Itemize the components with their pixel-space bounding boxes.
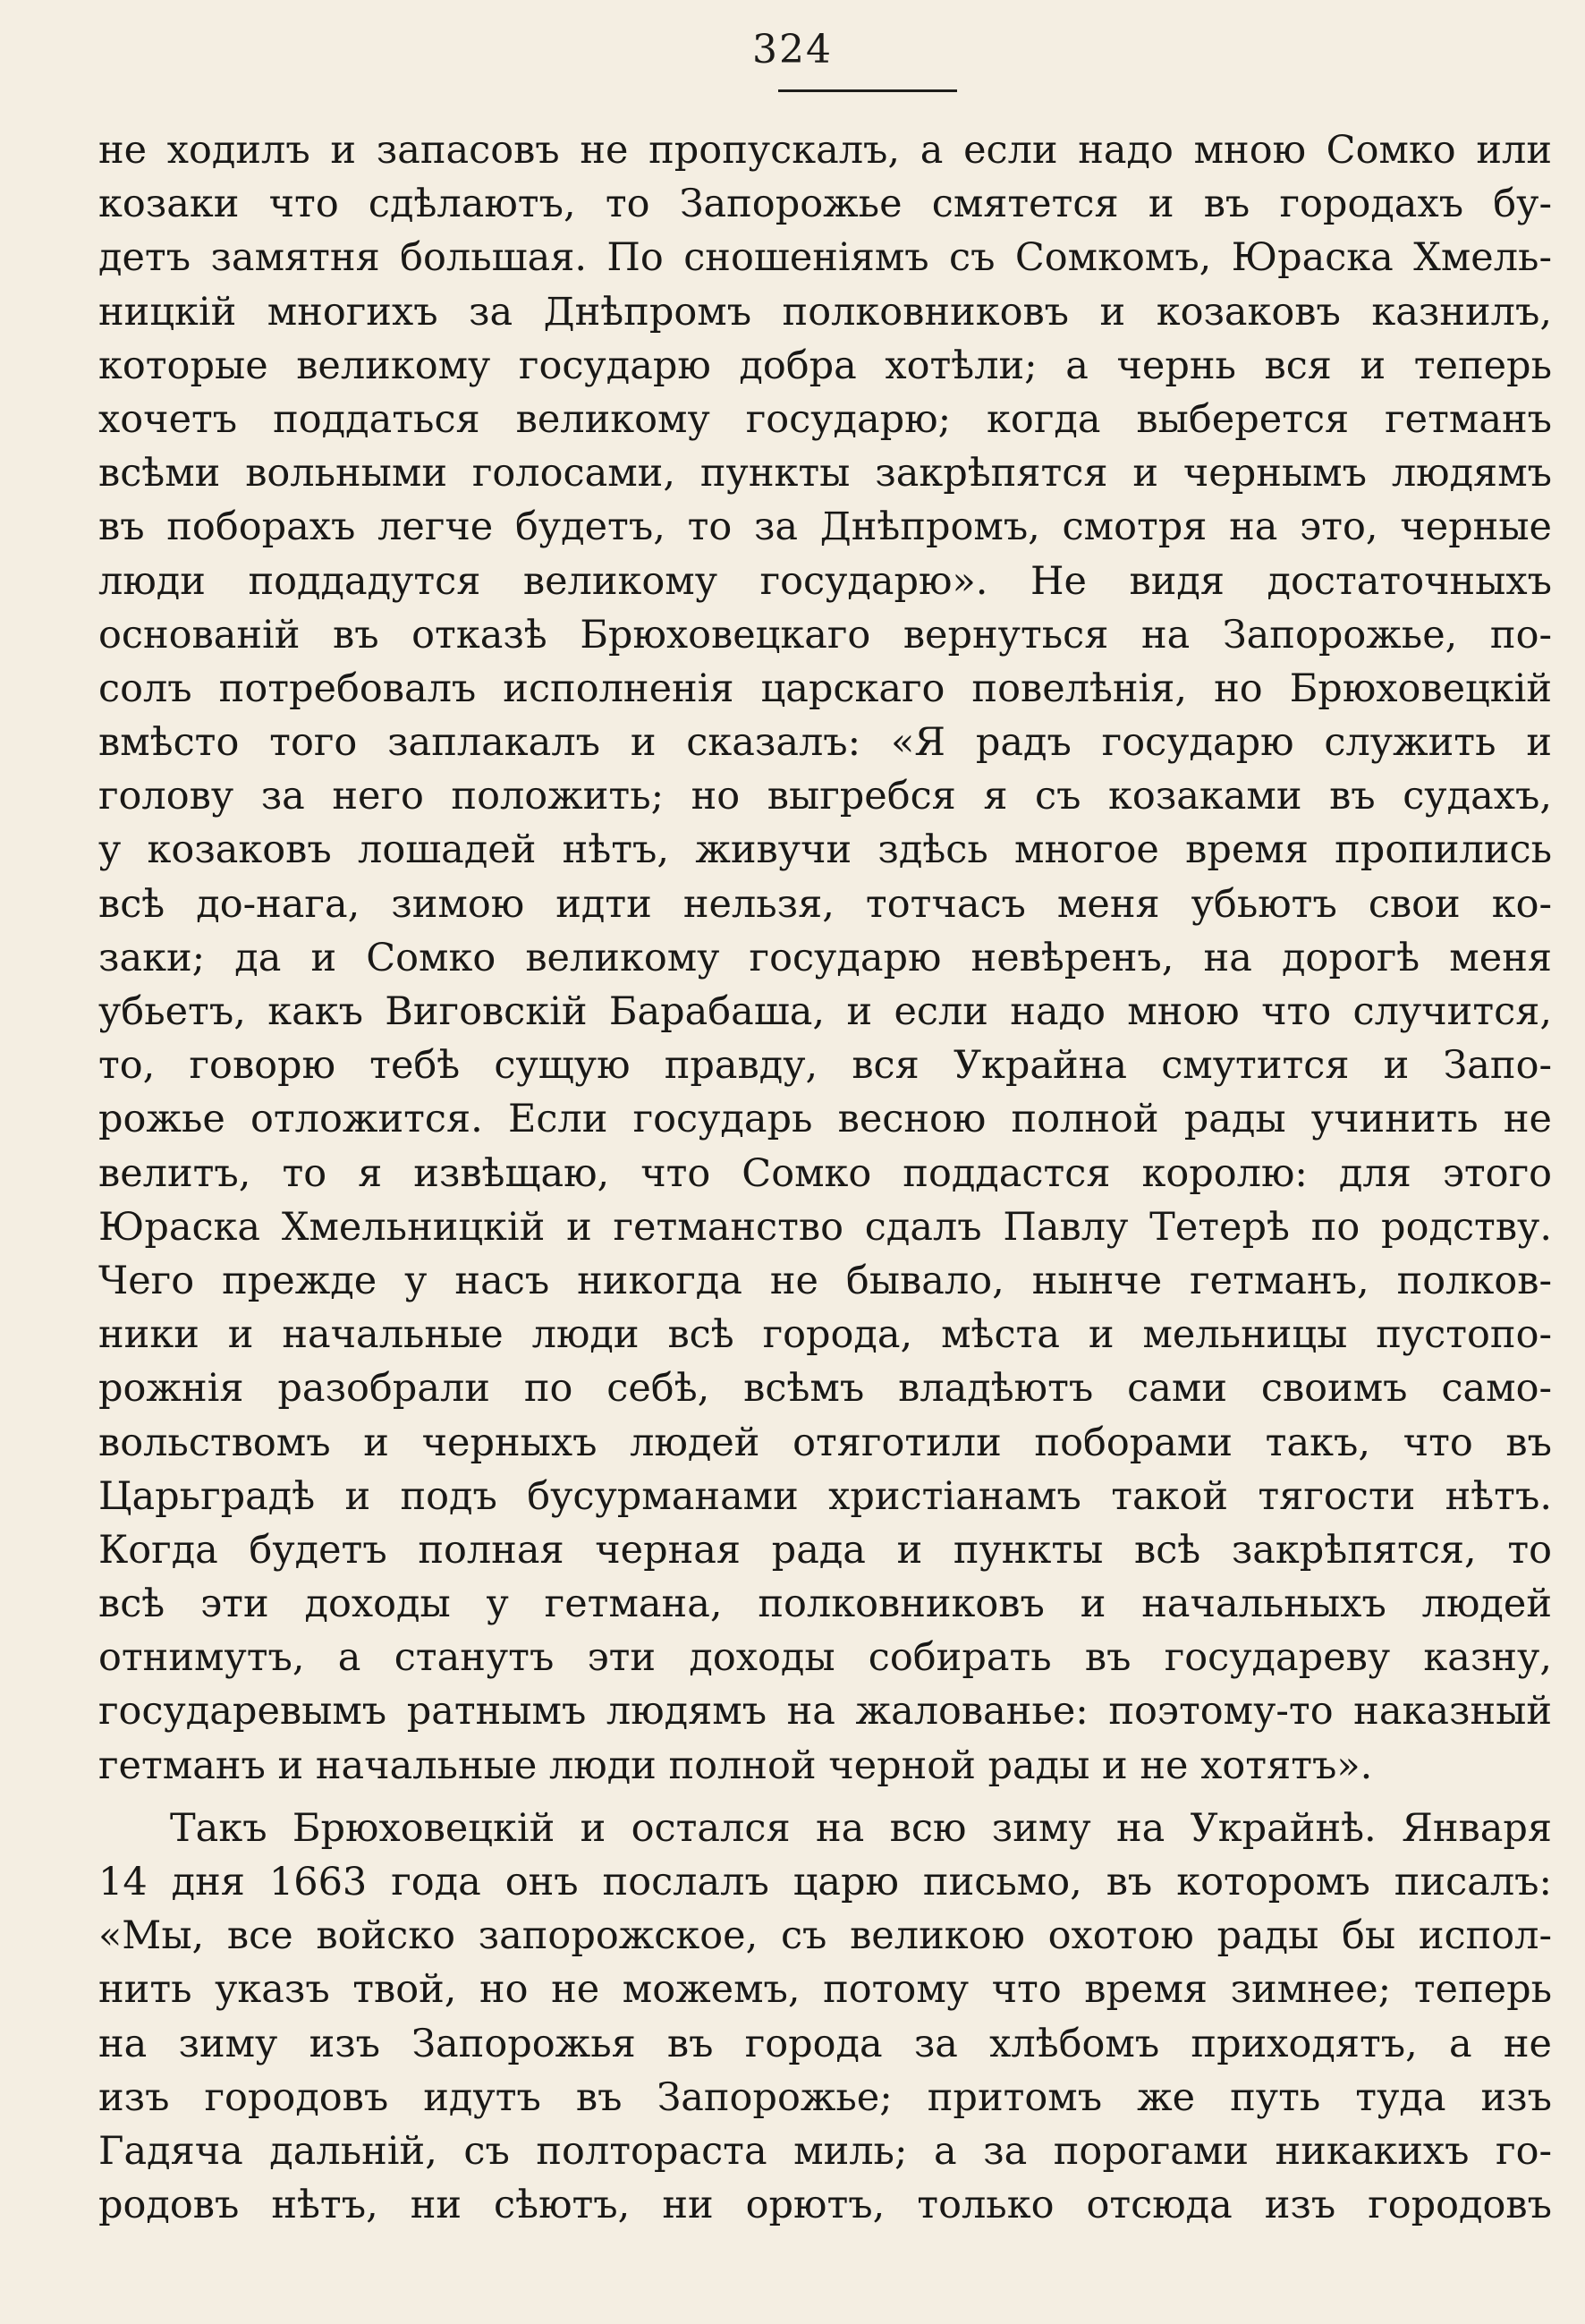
paragraph-2 [98, 1802, 1552, 2233]
text-line: у козаковъ лошадей нѣтъ, живучи здѣсь многое время пропились [98, 827, 1552, 873]
text-line: не ходилъ и запасовъ не пропускалъ, а если надо мною Сомко или [98, 128, 1552, 173]
text-line: «Мы, все войско запорожское, съ великою охотою рады бы испол- [98, 1913, 1552, 1959]
text-line: козаки что сдѣлаютъ, то Запорожье смятется и въ городахъ бу- [98, 182, 1552, 227]
text-line: основаній въ отказѣ Брюховецкаго вернуться на Запорожье, по- [98, 612, 1552, 657]
text-line: вмѣсто того заплакалъ и сказалъ: «Я радъ государю служить и [98, 720, 1552, 766]
text-line: которые великому государю добра хотѣли; а чернь вся и теперь [98, 343, 1552, 388]
text-line: всѣ эти доходы у гетмана, полковниковъ и начальныхъ людей [98, 1582, 1552, 1627]
text-line: изъ городовъ идутъ въ Запорожье; притомъ же путь туда изъ [98, 2074, 1552, 2120]
text-line: ники и начальные люди всѣ города, мѣста и мельницы пустопо- [98, 1312, 1552, 1358]
text-line: ницкій многихъ за Днѣпромъ полковниковъ и козаковъ казнилъ, [98, 289, 1552, 335]
text-line: убьетъ, какъ Виговскій Барабаша, и если надо мною что случится, [98, 989, 1552, 1034]
text-line: отнимутъ, а станутъ эти доходы собирать въ государеву казну, [98, 1635, 1552, 1681]
page-number: 324 [752, 27, 833, 72]
text-line: родовъ нѣтъ, ни сѣютъ, ни орютъ, только отсюда изъ городовъ [98, 2183, 1552, 2228]
text-line: детъ замятня большая. По сношеніямъ съ Сомкомъ, Юраска Хмель- [98, 235, 1552, 281]
text-line: рожье отложится. Если государь весною полной рады учинить не [98, 1097, 1552, 1142]
page-number-rule [778, 89, 957, 92]
text-line: хочетъ поддаться великому государю; когда выберется гетманъ [98, 396, 1552, 442]
text-line: нить указъ твой, но не можемъ, потому что время зимнее; теперь [98, 1967, 1552, 2013]
text-line: въ поборахъ легче будетъ, то за Днѣпромъ, смотря на это, черные [98, 505, 1552, 550]
text-line: гетманъ и начальные люди полной черной рады и не хотятъ». [98, 1743, 1373, 1788]
text-line: велитъ, то я извѣщаю, что Сомко поддастся королю: для этого [98, 1150, 1552, 1196]
text-line: вольствомъ и черныхъ людей отяготили поборами такъ, что въ [98, 1420, 1552, 1465]
text-line: рожнія разобрали по себѣ, всѣмъ владѣютъ сами своимъ само- [98, 1366, 1552, 1412]
text-line: люди поддадутся великому государю». Не видя достаточныхъ [98, 558, 1552, 604]
text-line: заки; да и Сомко великому государю невѣренъ, на дорогѣ меня [98, 935, 1552, 980]
text-line: Когда будетъ полная черная рада и пункты всѣ закрѣпятся, то [98, 1527, 1552, 1573]
text-line: Гадяча дальній, съ полтораста миль; а за порогами никакихъ го- [98, 2128, 1552, 2174]
text-line: на зиму изъ Запорожья въ города за хлѣбомъ приходятъ, а не [98, 2021, 1552, 2066]
text-line: государевымъ ратнымъ людямъ на жалованье: поэтому-то наказный [98, 1689, 1552, 1735]
paragraph-1 [98, 123, 1552, 1793]
text-line: Такъ Брюховецкій и остался на всю зиму на Украйнѣ. Января [170, 1805, 1552, 1851]
text-line: то, говорю тебѣ сущую правду, вся Украйна смутится и Запо- [98, 1043, 1552, 1089]
paragraph-gap [98, 1793, 1552, 1802]
text-line: 14 дня 1663 года онъ послалъ царю письмо, въ которомъ писалъ: [98, 1860, 1552, 1904]
text-line: Царьградѣ и подъ бусурманами христіанамъ такой тягости нѣтъ. [98, 1473, 1552, 1519]
text-line: всѣми вольными голосами, пункты закрѣпятся и чернымъ людямъ [98, 451, 1552, 496]
text-line: голову за него положить; но выгребся я съ козаками въ судахъ, [98, 774, 1552, 819]
text-line: солъ потребовалъ исполненія царскаго повелѣнія, но Брюховецкій [98, 666, 1552, 711]
text-line: Чего прежде у насъ никогда не бывало, нынче гетманъ, полков- [98, 1258, 1552, 1303]
body-text [98, 123, 1552, 2232]
text-line: всѣ до-нага, зимою идти нельзя, тотчасъ меня убьютъ свои ко- [98, 881, 1552, 927]
text-line: Юраска Хмельницкій и гетманство сдалъ Павлу Тетерѣ по родству. [98, 1204, 1552, 1250]
